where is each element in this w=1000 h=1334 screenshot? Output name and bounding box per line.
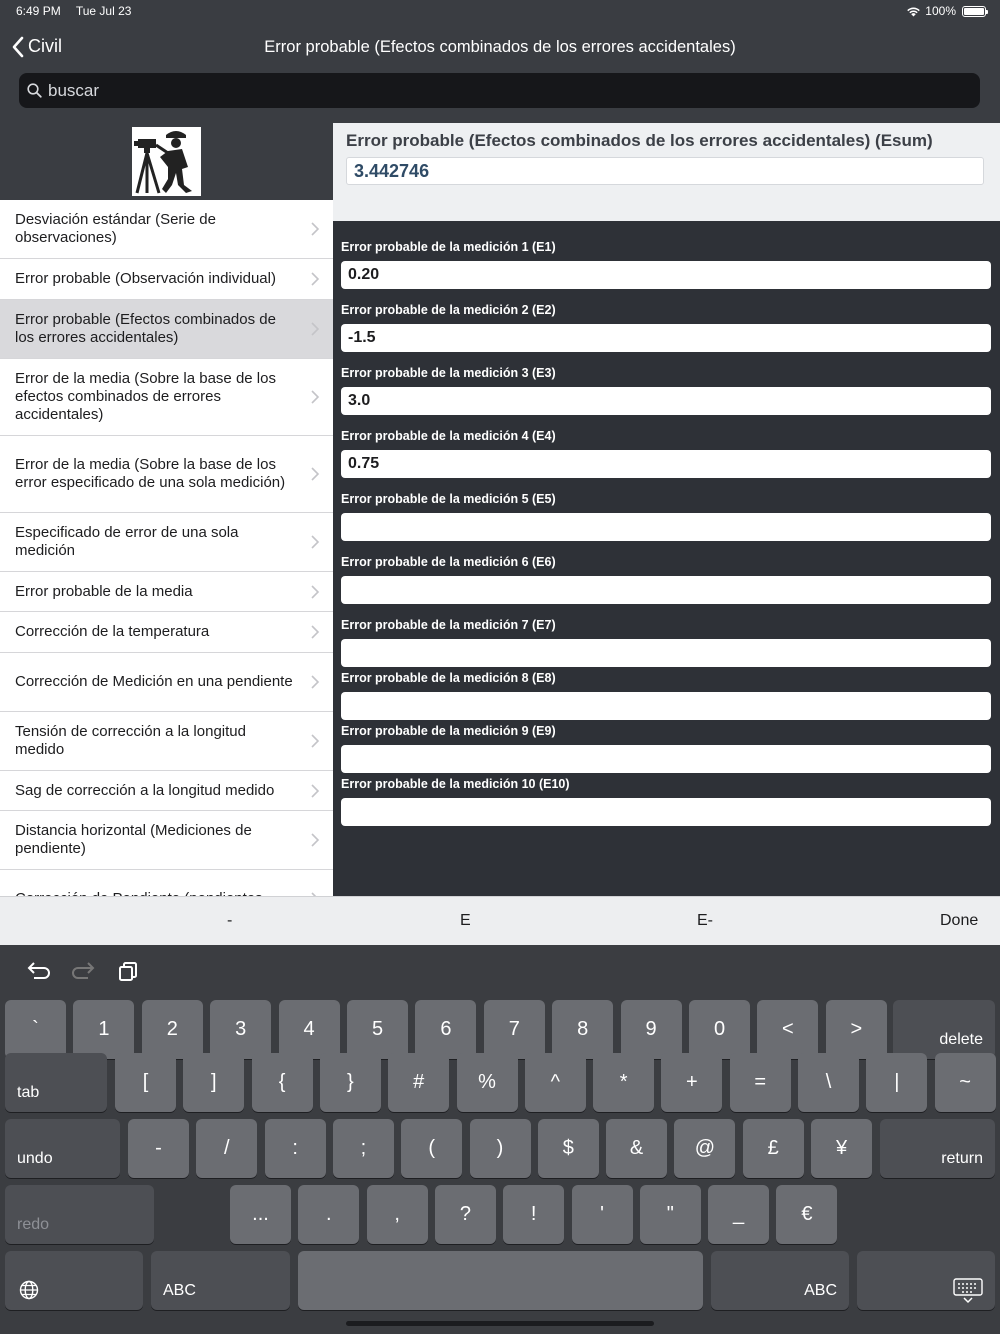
undo-arrow-icon[interactable] <box>26 960 50 987</box>
search-input[interactable] <box>48 81 948 101</box>
key[interactable]: { <box>252 1053 313 1112</box>
keyboard-hide-icon <box>953 1278 983 1304</box>
field-label: Error probable de la medición 6 (E6) <box>341 555 556 569</box>
chevron-right-icon <box>311 833 319 847</box>
key[interactable]: - <box>128 1119 189 1178</box>
tab-key[interactable]: tab <box>5 1053 107 1112</box>
keyboard <box>0 945 1000 1334</box>
key[interactable]: & <box>606 1119 667 1178</box>
sidebar-item[interactable] <box>0 436 333 513</box>
field-label: Error probable de la medición 1 (E1) <box>341 240 556 254</box>
key[interactable]: } <box>320 1053 381 1112</box>
globe-key[interactable] <box>5 1251 143 1310</box>
chevron-right-icon <box>311 734 319 748</box>
surveyor-icon <box>132 127 201 196</box>
exponent-button[interactable]: E <box>460 912 471 929</box>
measurement-input[interactable] <box>341 513 991 541</box>
field-label: Error probable de la medición 3 (E3) <box>341 366 556 380</box>
undo-key[interactable]: undo <box>5 1119 120 1178</box>
delete-key[interactable]: delete <box>893 1000 995 1059</box>
key[interactable]: % <box>457 1053 518 1112</box>
key[interactable]: ; <box>333 1119 394 1178</box>
sidebar-item-label: Distancia horizontal (Mediciones de pendiente) <box>15 822 252 857</box>
key[interactable]: > <box>826 1000 887 1059</box>
sidebar-item-label: Error probable (Observación individual) <box>15 270 276 287</box>
field-label: Error probable de la medición 8 (E8) <box>341 671 556 685</box>
key[interactable]: 0 <box>689 1000 750 1059</box>
top-bar <box>0 0 1000 123</box>
key[interactable]: < <box>757 1000 818 1059</box>
key[interactable]: * <box>593 1053 654 1112</box>
sidebar-item[interactable] <box>0 811 333 870</box>
field-label: Error probable de la medición 10 (E10) <box>341 777 570 791</box>
battery-icon <box>962 6 986 17</box>
surveyor-logo <box>132 127 201 196</box>
minus-button[interactable]: - <box>227 912 233 929</box>
key[interactable]: : <box>265 1119 326 1178</box>
redo-key[interactable]: redo <box>5 1185 154 1244</box>
chevron-right-icon <box>311 784 319 798</box>
key[interactable]: ^ <box>525 1053 586 1112</box>
key[interactable]: = <box>730 1053 791 1112</box>
result-label: Error probable (Efectos combinados de los errores accidentales) (Esum) <box>346 131 933 150</box>
sidebar-item[interactable] <box>0 712 333 771</box>
sidebar-item-label: Tensión de corrección a la longitud medido <box>15 723 246 758</box>
measurement-input[interactable] <box>341 450 991 478</box>
measurement-input[interactable] <box>341 639 991 667</box>
redo-arrow-icon[interactable] <box>72 960 96 987</box>
chevron-right-icon <box>311 322 319 336</box>
search-bar[interactable] <box>19 73 980 108</box>
search-icon <box>27 83 42 98</box>
negative-exponent-button[interactable]: E- <box>697 912 713 929</box>
key[interactable]: 9 <box>621 1000 682 1059</box>
sidebar-item[interactable] <box>0 572 333 612</box>
key[interactable]: 2 <box>142 1000 203 1059</box>
key[interactable]: | <box>866 1053 927 1112</box>
key[interactable]: 7 <box>484 1000 545 1059</box>
sidebar-item-label: Desviación estándar (Serie de observaciones) <box>15 211 216 246</box>
navigation-bar <box>0 30 1000 66</box>
hide-keyboard-key[interactable] <box>857 1251 995 1310</box>
sidebar-item[interactable] <box>0 200 333 259</box>
sidebar-item[interactable] <box>0 359 333 436</box>
key[interactable]: / <box>196 1119 257 1178</box>
key[interactable]: ' <box>572 1185 633 1244</box>
sidebar-item[interactable] <box>0 612 333 653</box>
key[interactable]: _ <box>708 1185 769 1244</box>
sidebar-item[interactable] <box>0 300 333 359</box>
measurement-input[interactable] <box>341 261 991 289</box>
battery-percent: 100% <box>925 4 956 18</box>
measurement-input[interactable] <box>341 745 991 773</box>
chevron-right-icon <box>311 625 319 639</box>
field-label: Error probable de la medición 4 (E4) <box>341 429 556 443</box>
input-fields <box>333 240 1000 826</box>
field-label: Error probable de la medición 5 (E5) <box>341 492 556 506</box>
sidebar-item[interactable] <box>0 653 333 712</box>
measurement-input[interactable] <box>341 798 991 826</box>
key[interactable]: . <box>298 1185 359 1244</box>
measurement-input[interactable] <box>341 324 991 352</box>
field-label: Error probable de la medición 7 (E7) <box>341 618 556 632</box>
key[interactable]: ? <box>435 1185 496 1244</box>
key[interactable]: " <box>640 1185 701 1244</box>
chevron-right-icon <box>311 535 319 549</box>
chevron-right-icon <box>311 390 319 404</box>
key[interactable]: 4 <box>279 1000 340 1059</box>
back-button-label: Civil <box>28 36 62 56</box>
measurement-input[interactable] <box>341 387 991 415</box>
key[interactable]: ... <box>230 1185 291 1244</box>
sidebar-item-label: Corrección de Medición en una pendiente <box>15 673 293 690</box>
sidebar-header <box>0 123 333 200</box>
status-date: Tue Jul 23 <box>75 4 132 18</box>
sidebar-item-label: Corrección de la temperatura <box>15 623 210 640</box>
chevron-right-icon <box>311 272 319 286</box>
result-section <box>333 123 1000 221</box>
key[interactable]: @ <box>674 1119 735 1178</box>
sidebar <box>0 123 333 896</box>
page-title: Error probable (Efectos combinados de los errores accidentales) <box>264 38 736 56</box>
space-key[interactable] <box>298 1251 703 1310</box>
result-value: 3.442746 <box>346 157 984 185</box>
sidebar-item[interactable] <box>0 259 333 300</box>
key[interactable]: ! <box>503 1185 564 1244</box>
key[interactable]: [ <box>115 1053 176 1112</box>
key[interactable]: £ <box>743 1119 804 1178</box>
sidebar-item-label: Especificado de error de una sola medición <box>15 524 239 559</box>
keyboard-shortcut-bar <box>26 960 162 987</box>
globe-icon <box>19 1280 39 1300</box>
done-button[interactable]: Done <box>940 912 979 929</box>
paste-icon[interactable] <box>118 960 140 987</box>
wifi-icon <box>906 6 921 17</box>
sidebar-item[interactable] <box>0 771 333 811</box>
sidebar-item-label: Error de la media (Sobre la base de los error especificado de una sola medición) <box>15 456 286 491</box>
sidebar-item-label: Error probable (Efectos combinados de los errores accidentales) <box>15 311 276 346</box>
key[interactable]: € <box>776 1185 837 1244</box>
status-time: 6:49 PM <box>16 4 61 18</box>
key[interactable]: 8 <box>552 1000 613 1059</box>
key[interactable]: + <box>661 1053 722 1112</box>
key[interactable]: \ <box>798 1053 859 1112</box>
chevron-right-icon <box>311 675 319 689</box>
field-label: Error probable de la medición 9 (E9) <box>341 724 556 738</box>
abc-key[interactable]: ABC <box>151 1251 290 1310</box>
key[interactable]: ] <box>183 1053 244 1112</box>
sidebar-item-label: Error probable de la media <box>15 582 193 600</box>
key[interactable]: ~ <box>935 1053 996 1112</box>
key[interactable]: 3 <box>210 1000 271 1059</box>
sidebar-item-label: Error de la media (Sobre la base de los efectos combinados de errores accidentales) <box>15 370 276 423</box>
chevron-right-icon <box>311 222 319 236</box>
key[interactable]: ) <box>470 1119 531 1178</box>
key[interactable]: $ <box>538 1119 599 1178</box>
key[interactable]: ( <box>401 1119 462 1178</box>
measurement-input[interactable] <box>341 576 991 604</box>
keyboard-accessory-bar <box>0 896 1000 945</box>
sidebar-item[interactable] <box>0 513 333 572</box>
calculator-list <box>0 200 333 929</box>
home-indicator <box>346 1321 654 1326</box>
key[interactable]: # <box>388 1053 449 1112</box>
key[interactable]: ¥ <box>811 1119 872 1178</box>
key[interactable]: 6 <box>415 1000 476 1059</box>
key[interactable]: 1 <box>73 1000 134 1059</box>
detail-pane <box>333 123 1000 896</box>
key[interactable]: 5 <box>347 1000 408 1059</box>
field-label: Error probable de la medición 2 (E2) <box>341 303 556 317</box>
return-key[interactable]: return <box>880 1119 995 1178</box>
measurement-input[interactable] <box>341 692 991 720</box>
key[interactable]: ` <box>5 1000 66 1059</box>
abc-key[interactable]: ABC <box>711 1251 849 1310</box>
key[interactable]: , <box>367 1185 428 1244</box>
chevron-right-icon <box>311 585 319 599</box>
status-bar <box>16 4 986 20</box>
sidebar-item-label: Sag de corrección a la longitud medido <box>15 781 275 799</box>
chevron-right-icon <box>311 467 319 481</box>
